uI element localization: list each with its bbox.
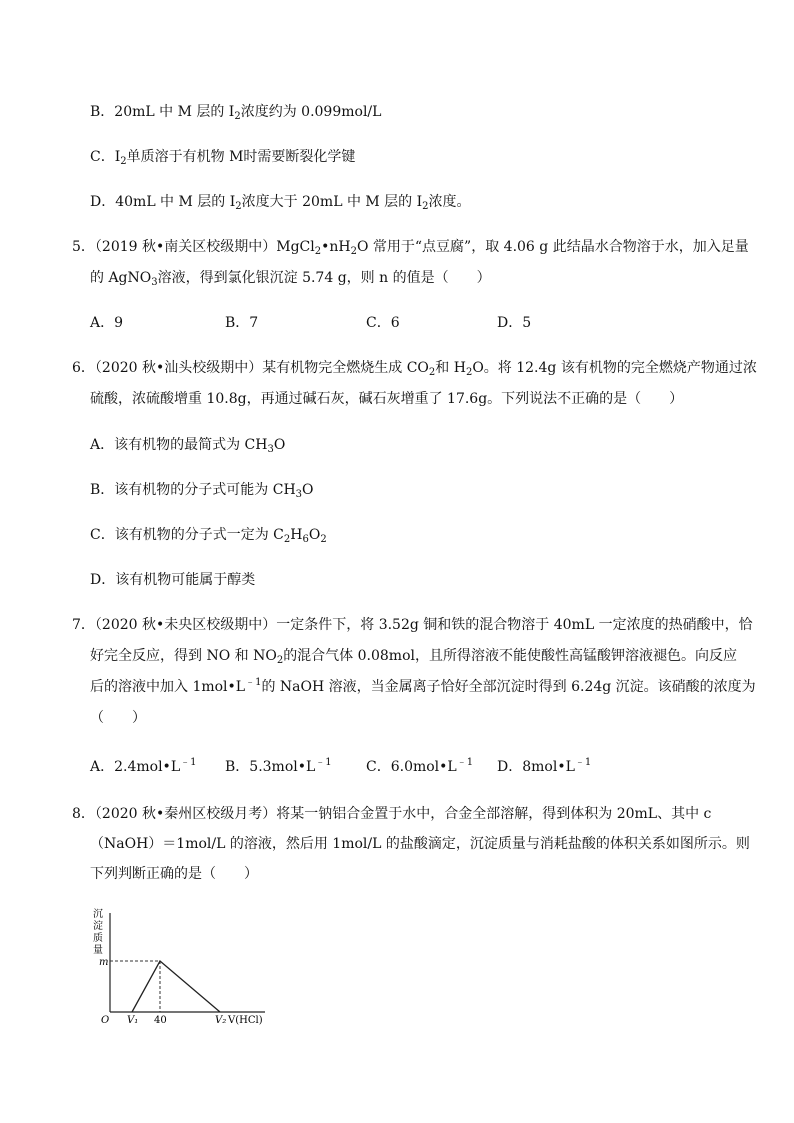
q7-choice-c [366, 757, 473, 777]
q5-choice-b: B．7 [225, 315, 259, 331]
text: B．20mL 中 M 层的 I [90, 104, 235, 120]
q5-stem-line1 [72, 237, 749, 257]
subscript: 2 [350, 246, 357, 257]
subscript: 6 [302, 534, 309, 545]
q4-option-c [90, 147, 355, 167]
text: 溶液，得到氯化银沉淀 5.74 g，则 n 的值是（ ） [157, 270, 491, 286]
text: A．2.4mol•L [90, 759, 181, 775]
subscript: 3 [151, 277, 158, 288]
text: C．I [90, 149, 121, 165]
superscript: ﹣1 [245, 677, 262, 688]
subscript: 3 [267, 444, 274, 455]
text: O [302, 482, 314, 498]
q8-stem-line2: （NaOH）＝1mol/L 的溶液，然后用 1mol/L 的盐酸滴定，沉淀质量与消耗盐酸的体积关系如图所示。则 [90, 836, 750, 852]
origin-label: O [101, 1015, 110, 1025]
text: B．5.3mol•L [225, 759, 316, 775]
subscript: 2 [314, 246, 322, 257]
text: 浓度约为 0.099mol/L [240, 104, 382, 120]
m-label: m [99, 957, 109, 968]
text: 5．（2019 秋•南关区校级期中）MgCl [72, 239, 315, 255]
superscript: ﹣1 [456, 757, 474, 768]
q6-option-b [90, 480, 314, 500]
subscript: 2 [465, 367, 473, 378]
x40-label: 40 [154, 1015, 167, 1025]
subscript: 2 [320, 534, 327, 545]
q7-stem-line3 [90, 677, 756, 697]
subscript: 2 [428, 367, 436, 378]
superscript: ﹣1 [574, 757, 592, 768]
q7-stem-line2 [90, 646, 737, 666]
text: 单质溶于有机物 M时需要断裂化学键 [126, 149, 356, 165]
q8-stem-line1: 8．（2020 秋•秦州区校级月考）将某一钠铝合金置于水中，合金全部溶解，得到体积为 20mL、其中 c [72, 806, 712, 822]
q6-option-a [90, 435, 285, 455]
text: B．该有机物的分子式可能为 CH [90, 482, 296, 498]
y-axis-label-char: 质 [93, 933, 103, 944]
x-axis-label: V(HCl) [228, 1015, 263, 1025]
precipitate-graph [85, 905, 285, 1025]
text: 和 H [435, 360, 466, 376]
text: 的 NaOH 溶液，当金属离子恰好全部沉淀时得到 6.24g 沉淀。该硝酸的浓度为 [261, 679, 756, 695]
q4-option-d [90, 192, 471, 212]
q5-choice-d: D．5 [497, 315, 532, 331]
q6-option-d: D．该有机物可能属于醇类 [90, 572, 256, 588]
text: 的 AgNO [90, 270, 152, 286]
text: O [308, 527, 321, 543]
q7-stem-line1: 7．（2020 秋•未央区校级期中）一定条件下，将 3.52g 铜和铁的混合物溶于 40mL 一定浓度的热硝酸中，恰 [72, 617, 753, 633]
q7-choice-a [90, 757, 197, 777]
q5-stem-line2 [90, 268, 491, 288]
subscript: 2 [276, 655, 284, 666]
q6-stem-line1 [72, 358, 757, 378]
q6-stem-line2: 硫酸，浓硫酸增重 10.8g，再通过碱石灰，碱石灰增重了 17.6g。下列说法不正确的是（ ） [90, 391, 684, 407]
q7-stem-line4: （ ） [90, 710, 146, 726]
text: •nH [321, 239, 351, 255]
q5-choice-c: C．6 [366, 315, 400, 331]
superscript: ﹣1 [180, 757, 197, 768]
text: 6．（2020 秋•汕头校级期中）某有机物完全燃烧生成 CO [72, 360, 429, 376]
q7-choice-b [225, 757, 332, 777]
v2-label: V₂ [215, 1015, 227, 1025]
q7-choice-d [497, 757, 591, 777]
subscript: 2 [120, 156, 127, 167]
text: C．该有机物的分子式一定为 C [90, 527, 284, 543]
text: 好完全反应，得到 NO 和 NO [90, 648, 277, 664]
y-axis-label-char: 量 [93, 945, 103, 956]
text: O 常用于“点豆腐”，取 4.06 g 此结晶水合物溶于水，加入足量 [356, 239, 749, 255]
text: O。将 12.4g 该有机物的完全燃烧产物通过浓 [472, 360, 757, 376]
text: O [273, 437, 286, 453]
y-axis-label-char: 沉 [93, 909, 103, 920]
precipitate-curve [132, 961, 220, 1012]
text: A．该有机物的最简式为 CH [90, 437, 268, 453]
subscript: 2 [283, 534, 291, 545]
text: C．6.0mol•L [366, 759, 457, 775]
text: 的混合气体 0.08mol，且所得溶液不能使酸性高锰酸钾溶液褪色。向反应 [283, 648, 737, 664]
subscript: 2 [234, 111, 241, 122]
v1-label: V₁ [127, 1015, 139, 1025]
y-axis-label-char: 淀 [93, 921, 103, 932]
q4-option-b [90, 102, 381, 122]
text: 浓度大于 20mL 中 M 层的 I [241, 194, 423, 210]
subscript: 2 [422, 201, 429, 212]
superscript: ﹣1 [315, 757, 332, 768]
q5-choice-a: A．9 [90, 315, 124, 331]
subscript: 3 [295, 489, 303, 500]
q8-stem-line3: 下列判断正确的是（ ） [90, 866, 258, 882]
q6-option-c [90, 525, 327, 545]
text: 浓度。 [428, 194, 471, 210]
text: H [290, 527, 303, 543]
subscript: 2 [235, 201, 242, 212]
text: 后的溶液中加入 1mol•L [90, 679, 246, 695]
text: D．8mol•L [497, 759, 575, 775]
text: D．40mL 中 M 层的 I [90, 194, 236, 210]
